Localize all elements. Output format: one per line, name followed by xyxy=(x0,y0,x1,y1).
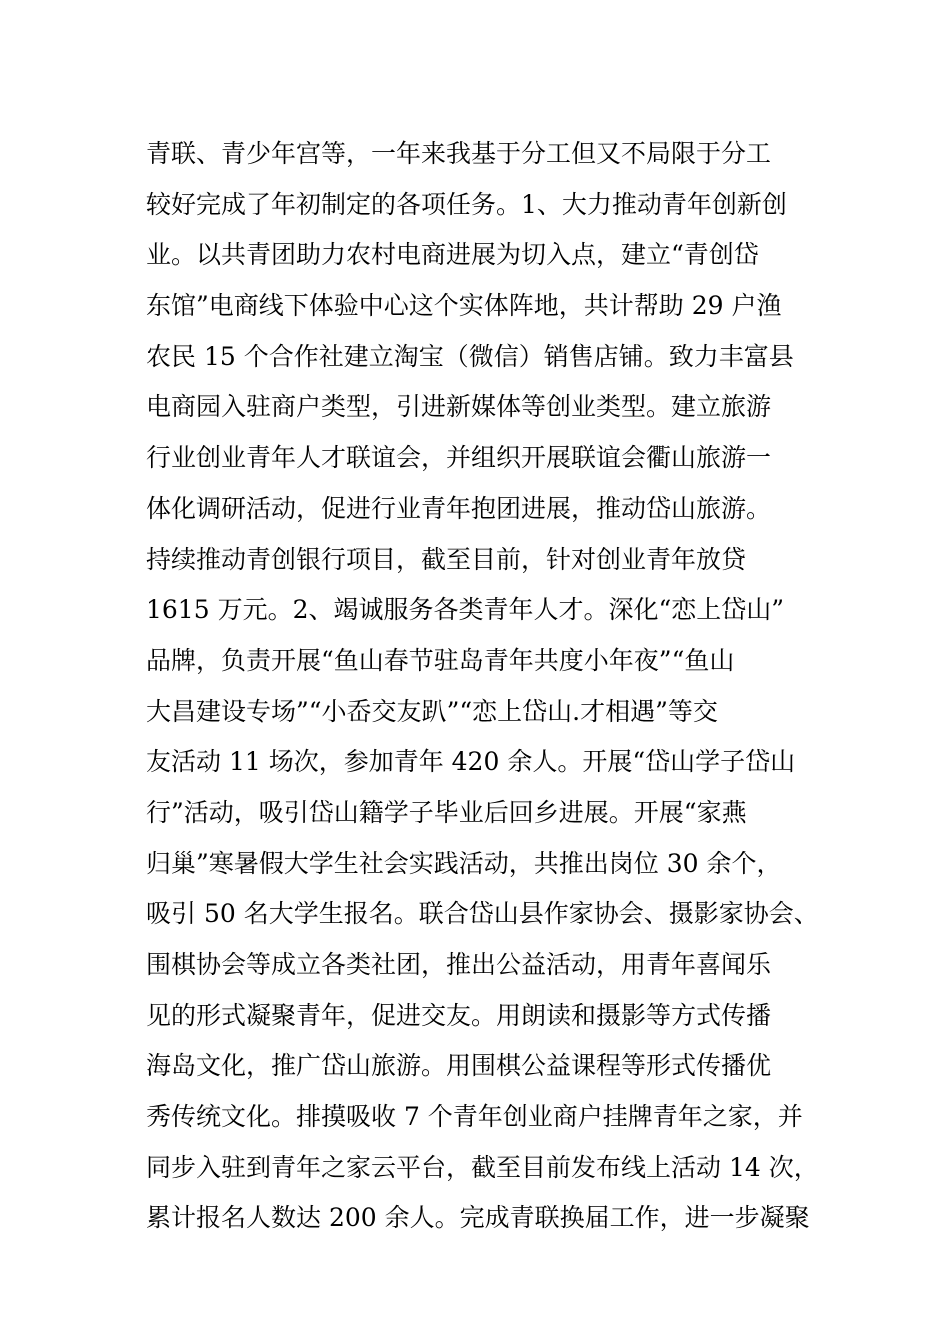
text-line: 大昌建设专场”“小岙交友趴”“恋上岱山.才相遇”等交 xyxy=(146,696,718,726)
text-line: 农民 15 个合作社建立淘宝（微信）销售店铺。致力丰富县 xyxy=(146,341,794,371)
text-line: 持续推动青创银行项目，截至目前，针对创业青年放贷 xyxy=(146,544,747,574)
text-line: 东馆”电商线下体验中心这个实体阵地，共计帮助 29 户渔 xyxy=(146,291,782,321)
body-text xyxy=(146,129,826,1244)
text-line: 电商园入驻商户类型，引进新媒体等创业类型。建立旅游 xyxy=(146,392,772,422)
text-line: 行业创业青年人才联谊会，并组织开展联谊会衢山旅游一 xyxy=(146,443,772,473)
text-line: 友活动 11 场次，参加青年 420 余人。开展“岱山学子岱山 xyxy=(146,747,796,777)
text-line: 业。以共青团助力农村电商进展为切入点，建立“青创岱 xyxy=(146,240,759,270)
text-line: 围棋协会等成立各类社团，推出公益活动，用青年喜闻乐 xyxy=(146,950,772,979)
text-line: 归巢”寒暑假大学生社会实践活动，共推出岗位 30 余个， xyxy=(146,848,782,878)
text-line: 青联、青少年宫等，一年来我基于分工但又不局限于分工 xyxy=(146,139,772,168)
text-line: 品牌，负责开展“鱼山春节驻岛青年共度小年夜”“鱼山 xyxy=(146,645,735,675)
text-line: 秀传统文化。排摸吸收 7 个青年创业商户挂牌青年之家，并 xyxy=(146,1102,803,1132)
text-line: 较好完成了年初制定的各项任务。1、大力推动青年创新创 xyxy=(146,189,787,219)
text-line: 吸引 50 名大学生报名。联合岱山县作家协会、摄影家协会、 xyxy=(146,899,819,929)
text-line: 同步入驻到青年之家云平台，截至目前发布线上活动 14 次， xyxy=(146,1152,819,1182)
text-line: 累计报名人数达 200 余人。完成青联换届工作，进一步凝聚 xyxy=(146,1203,810,1233)
text-line: 1615 万元。2、竭诚服务各类青年人才。深化“恋上岱山” xyxy=(146,595,785,625)
text-line: 体化调研活动，促进行业青年抱团进展，推动岱山旅游。 xyxy=(146,493,772,523)
text-line: 行”活动，吸引岱山籍学子毕业后回乡进展。开展“家燕 xyxy=(146,797,747,827)
text-line: 海岛文化，推广岱山旅游。用围棋公益课程等形式传播优 xyxy=(146,1051,772,1081)
text-line: 见的形式凝聚青年，促进交友。用朗读和摄影等方式传播 xyxy=(146,1000,772,1030)
